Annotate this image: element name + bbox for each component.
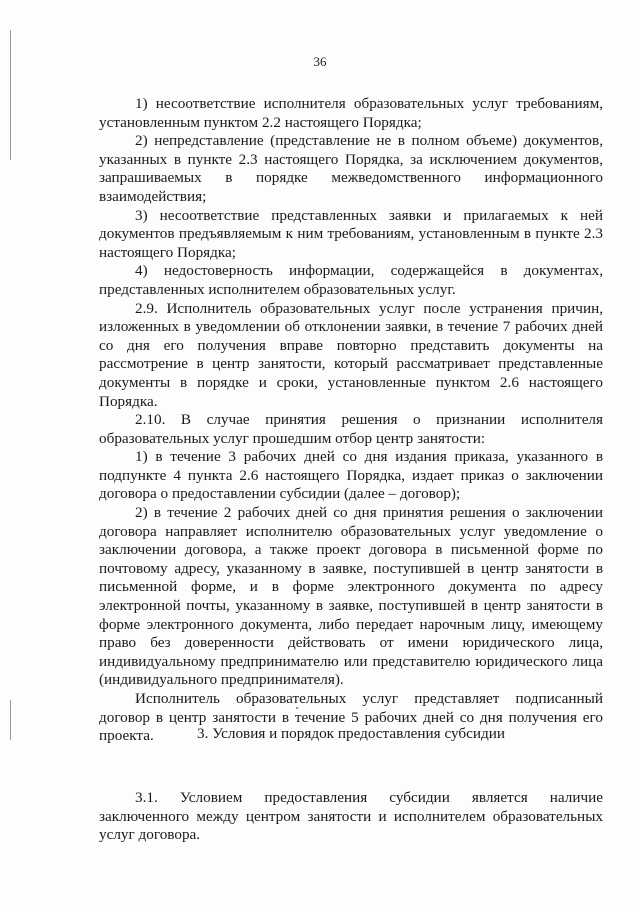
paragraph: 2.9. Исполнитель образовательных услуг после устранения причин, изложенных в уведомлении об отклонении заявки, в течение 7 рабочих дней со дня его получения вправе повторно представить документы на рассмотрение в центр занятости, который рассматривает представленные документы в порядке и сроки, установленные пунктом 2.6 настоящего Порядка. [99, 299, 603, 410]
section-heading: 3. Условия и порядок предоставления субсидии [197, 725, 505, 742]
scan-edge-line [10, 30, 11, 160]
section-body [99, 789, 603, 845]
paragraph: 4) недостоверность информации, содержащейся в документах, представленных исполнителем образовательных услуг. [99, 262, 603, 298]
paragraph: 1) несоответствие исполнителя образовательных услуг требованиям, установленным пунктом 2.2 настоящего Порядка; [99, 95, 603, 131]
paragraph: Исполнитель образовательных услуг представляет подписанный договор в центр занятости в течение 5 рабочих дней со дня получения его проекта. [99, 690, 603, 745]
paragraph: 3) несоответствие представленных заявки и прилагаемых к ней документов предъявляемым к ним требованиям, установленным в пункте 2.3 настоящего Порядка; [99, 206, 603, 261]
document-body [99, 95, 603, 746]
scan-edge-line [10, 700, 11, 740]
paragraph: 2) непредставление (представление не в полном объеме) документов, указанных в пункте 2.3 настоящего Порядка, за исключением документов, запрашиваемых в порядке межведомственного информационного взаимодействия; [99, 132, 603, 205]
scan-artifact [296, 707, 298, 709]
page-number: 36 [313, 54, 327, 69]
paragraph: 2) в течение 2 рабочих дней со дня принятия решения о заключении договора направляет исполнителю образовательных услуг уведомление о заключении договора, а также проект договора в письменной форме по почтовому адресу, указанному в заявке, поступившей в центр занятости в письменной форме, и в форме электронного документа по адресу электронной почты, указанному в заявке, поступившей в центр занятости в форме электронного документа, либо передает нарочным лицу, имеющему право без доверенности действовать от имени юридического лица, индивидуальному предпринимателю или представителю юридического лица (индивидуального предпринимателя). [99, 504, 603, 689]
paragraph: 2.10. В случае принятия решения о признании исполнителя образовательных услуг прошедшим отбор центр занятости: [99, 411, 603, 447]
paragraph: 3.1. Условием предоставления субсидии является наличие заключенного между центром занятости и исполнителем образовательных услуг договора. [99, 789, 603, 844]
paragraph: 1) в течение 3 рабочих дней со дня издания приказа, указанного в подпункте 4 пункта 2.6 настоящего Порядка, издает приказ о заключении договора о предоставлении субсидии (далее – договор); [99, 448, 603, 503]
